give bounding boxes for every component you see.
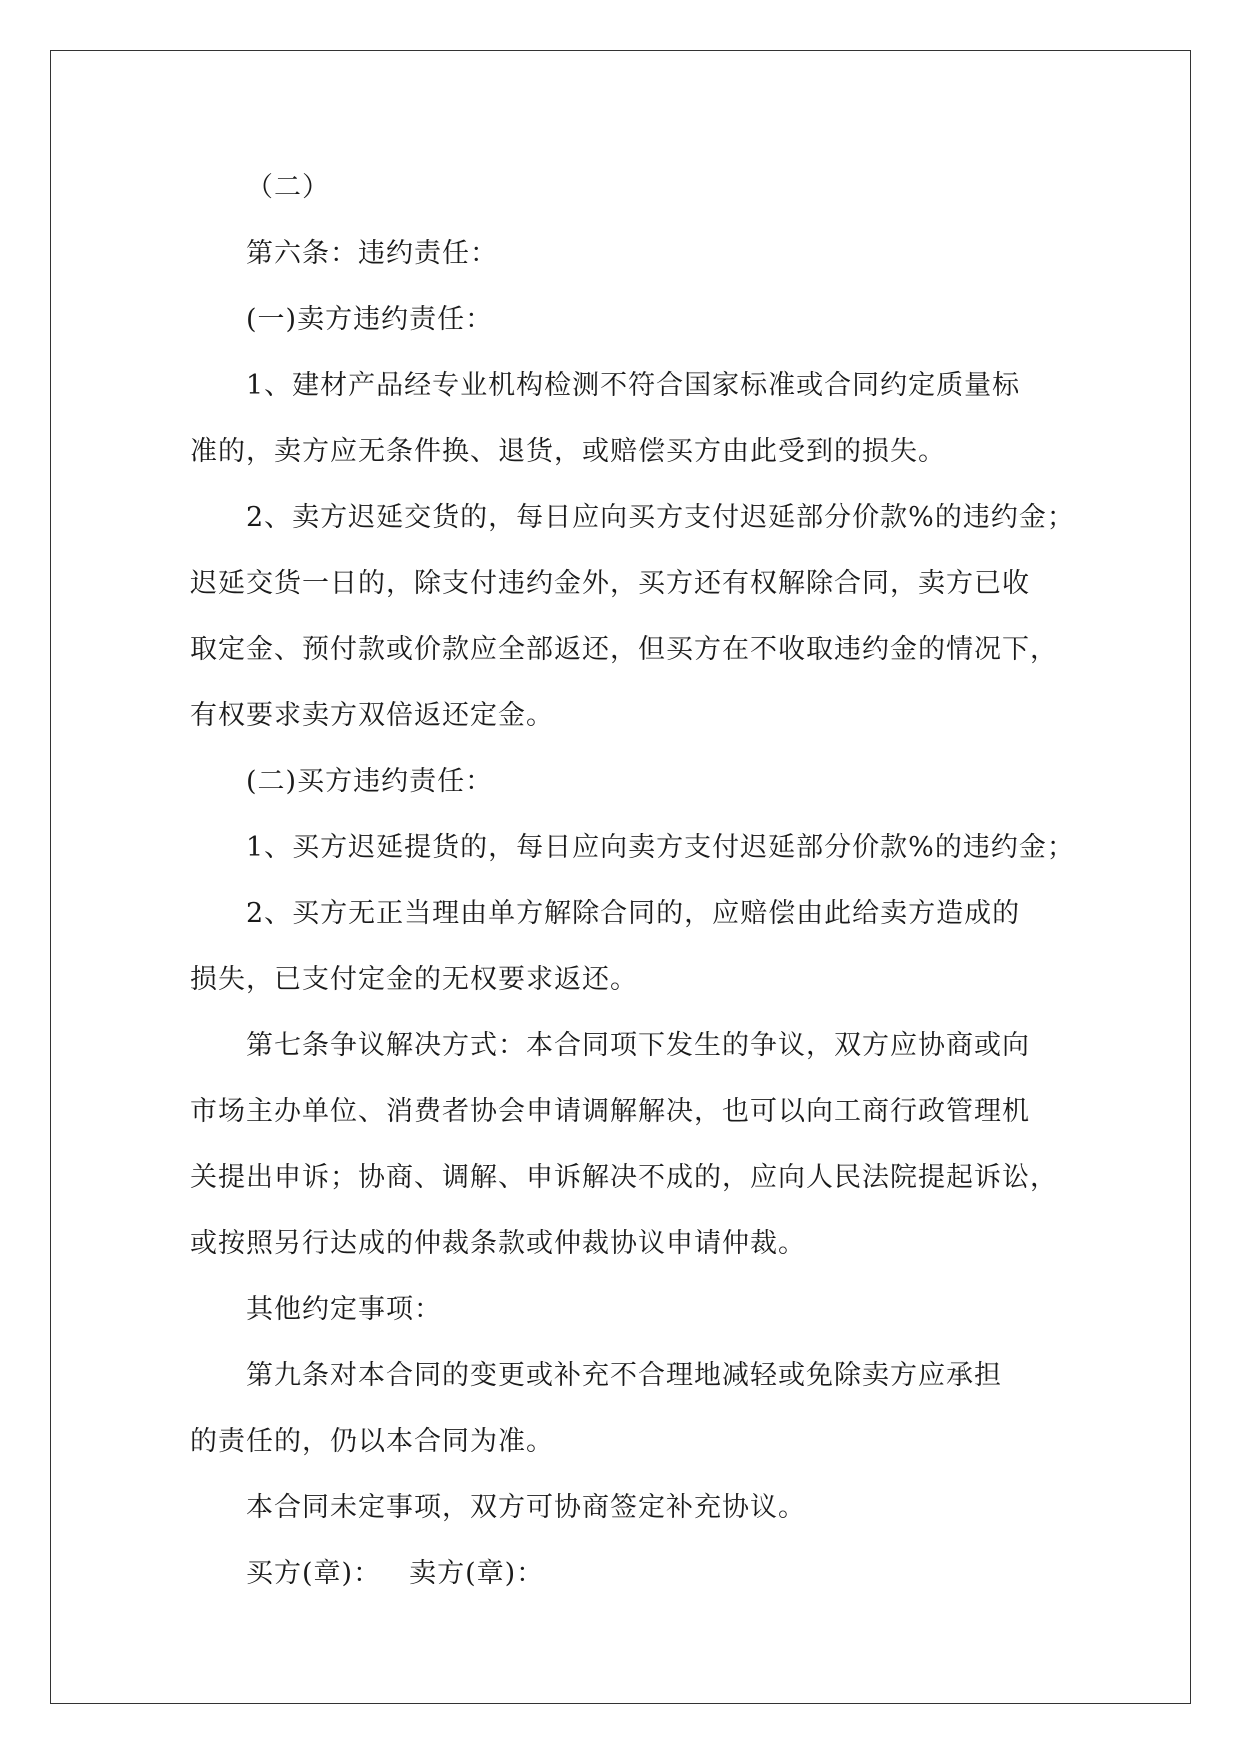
paragraph-line: 损失，已支付定金的无权要求返还。 — [190, 964, 638, 995]
paragraph-line: 2、买方无正当理由单方解除合同的，应赔偿由此给卖方造成的 — [246, 898, 1021, 929]
document-body — [190, 155, 1075, 1607]
paragraph-line: 准的，卖方应无条件换、退货，或赔偿买方由此受到的损失。 — [190, 436, 946, 467]
paragraph-line: 2、卖方迟延交货的，每日应向买方支付迟延部分价款%的违约金； — [246, 502, 1075, 533]
buyer-signature-label: 买方(章)： — [246, 1558, 382, 1589]
paragraph-line: 有权要求卖方双倍返还定金。 — [190, 700, 554, 731]
article-heading: 第六条：违约责任： — [246, 238, 498, 269]
paragraph-line: 取定金、预付款或价款应全部返还，但买方在不收取违约金的情况下， — [190, 634, 1058, 665]
paragraph-line: 1、建材产品经专业机构检测不符合国家标准或合同约定质量标 — [246, 370, 1021, 401]
paragraph-line: 本合同未定事项，双方可协商签定补充协议。 — [246, 1492, 806, 1523]
paragraph-line: 或按照另行达成的仲裁条款或仲裁协议申请仲裁。 — [190, 1228, 806, 1259]
paragraph-line: 其他约定事项： — [246, 1294, 442, 1325]
paragraph-line: 第九条对本合同的变更或补充不合理地减轻或免除卖方应承担 — [246, 1360, 1002, 1391]
paragraph-line: 1、买方迟延提货的，每日应向卖方支付迟延部分价款%的违约金； — [246, 832, 1075, 863]
paragraph-line: 迟延交货一日的，除支付违约金外，买方还有权解除合同，卖方已收 — [190, 568, 1030, 599]
signature-line — [190, 1541, 1050, 1607]
seller-signature-label: 卖方(章)： — [409, 1558, 545, 1589]
section-marker: （二） — [246, 172, 330, 203]
paragraph-line: 市场主办单位、消费者协会申请调解解决，也可以向工商行政管理机 — [190, 1096, 1030, 1127]
paragraph-line: 第七条争议解决方式：本合同项下发生的争议，双方应协商或向 — [246, 1030, 1030, 1061]
subsection-heading: (二)买方违约责任： — [246, 766, 494, 797]
paragraph-line: 关提出申诉；协商、调解、申诉解决不成的，应向人民法院提起诉讼， — [190, 1162, 1058, 1193]
paragraph-line: 的责任的，仍以本合同为准。 — [190, 1426, 554, 1457]
subsection-heading: (一)卖方违约责任： — [246, 304, 494, 335]
